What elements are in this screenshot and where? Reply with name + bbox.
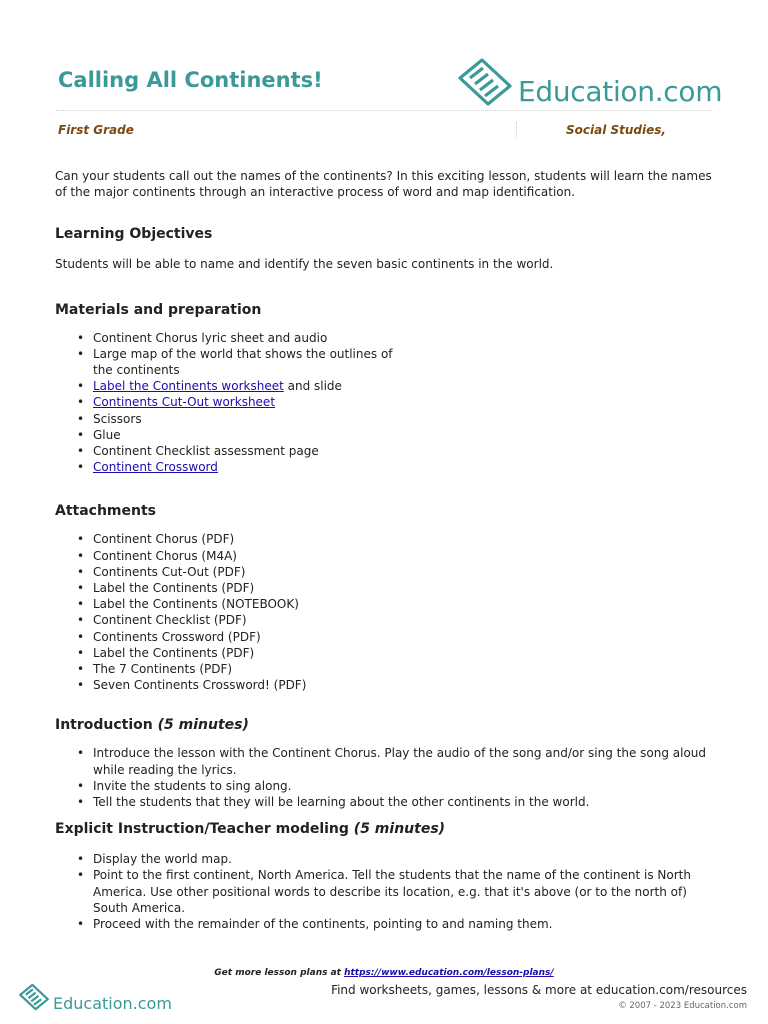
education-logo-icon <box>456 56 514 108</box>
attachment-item[interactable]: • Continents Cut-Out (PDF) <box>55 564 715 580</box>
list-item: • Continent Checklist assessment page <box>55 443 715 459</box>
attachment-item[interactable]: • Continent Chorus (PDF) <box>55 531 715 547</box>
list-item: • Display the world map. <box>55 851 715 867</box>
list-item <box>55 378 715 394</box>
attachment-item[interactable]: • Continent Checklist (PDF) <box>55 612 715 628</box>
lesson-plans-link[interactable]: https://www.education.com/lesson-plans/ <box>344 968 554 978</box>
list-item: • Proceed with the remainder of the continents, pointing to and naming them. <box>55 916 715 932</box>
header-divider <box>56 110 712 111</box>
grade-label: First Grade <box>58 123 134 137</box>
intro-paragraph: Can your students call out the names of the continents? In this exciting lesson, students will learn the names of the major continents through an interactive process of word and map identification. <box>55 169 712 200</box>
learning-objectives-heading: Learning Objectives <box>55 226 213 243</box>
list-item: • Introduce the lesson with the Continent Chorus. Play the audio of the song and/or sing the song aloud while reading the lyrics. <box>55 745 715 777</box>
attachment-item[interactable]: • Label the Continents (NOTEBOOK) <box>55 596 715 612</box>
footer-logo-icon <box>18 982 50 1012</box>
introduction-heading <box>55 716 715 734</box>
explicit-instruction-list <box>55 851 715 932</box>
introduction-list <box>55 745 715 810</box>
continents-cutout-worksheet-link[interactable]: Continents Cut-Out worksheet <box>93 395 276 410</box>
attachment-item[interactable]: • The 7 Continents (PDF) <box>55 661 715 677</box>
list-item-suffix: and slide <box>283 379 342 394</box>
explicit-instruction-heading <box>55 820 715 838</box>
attachment-item[interactable]: • Continents Crossword (PDF) <box>55 629 715 645</box>
footer-logo[interactable] <box>18 982 172 1012</box>
footer-logo-wordmark: Education.com <box>53 994 172 1013</box>
list-item: • Tell the students that they will be learning about the other continents in the world. <box>55 794 715 810</box>
lesson-content <box>55 168 715 932</box>
attachment-item[interactable]: • Label the Continents (PDF) <box>55 645 715 661</box>
explicit-instruction-duration: (5 minutes) <box>353 821 446 838</box>
list-item: • Scissors <box>55 411 715 427</box>
footer-find-text: Find worksheets, games, lessons & more at education.com/resources <box>331 983 747 997</box>
subject-label: Social Studies, <box>566 123 666 137</box>
footer-more-lessons <box>0 968 768 978</box>
materials-heading: Materials and preparation <box>55 301 262 318</box>
continent-crossword-link[interactable]: Continent Crossword <box>93 460 218 475</box>
introduction-duration: (5 minutes) <box>157 717 249 734</box>
meta-divider <box>516 122 517 138</box>
attachments-heading: Attachments <box>55 503 157 520</box>
attachment-item[interactable]: • Label the Continents (PDF) <box>55 580 715 596</box>
explicit-instruction-heading-text: Explicit Instruction/Teacher modeling <box>55 821 349 838</box>
attachment-item[interactable]: • Seven Continents Crossword! (PDF) <box>55 677 715 693</box>
introduction-heading-text: Introduction <box>55 717 153 734</box>
logo-wordmark: Education.com <box>518 75 723 108</box>
education-logo[interactable] <box>456 56 722 108</box>
list-item <box>55 394 715 410</box>
list-item: • Point to the first continent, North America. Tell the students that the name of the continent is North America. Use other positional words to describe its location, e.g. that it's above (or to the north of) South America. <box>55 867 715 916</box>
list-item: • Large map of the world that shows the outlines of the continents <box>55 346 407 378</box>
page-title: Calling All Continents! <box>58 68 323 92</box>
label-continents-worksheet-link[interactable]: Label the Continents worksheet <box>93 379 284 394</box>
list-item: • Glue <box>55 427 715 443</box>
footer-more-text: Get more lesson plans at <box>214 968 345 978</box>
list-item: • Invite the students to sing along. <box>55 778 715 794</box>
learning-objectives-text: Students will be able to name and identify the seven basic continents in the world. <box>55 257 554 272</box>
attachment-item[interactable]: • Continent Chorus (M4A) <box>55 548 715 564</box>
list-item: • Continent Chorus lyric sheet and audio <box>55 330 715 346</box>
footer-copyright: © 2007 - 2023 Education.com <box>618 1001 747 1011</box>
attachments-list <box>55 531 715 693</box>
materials-list <box>55 330 715 476</box>
list-item <box>55 459 715 475</box>
